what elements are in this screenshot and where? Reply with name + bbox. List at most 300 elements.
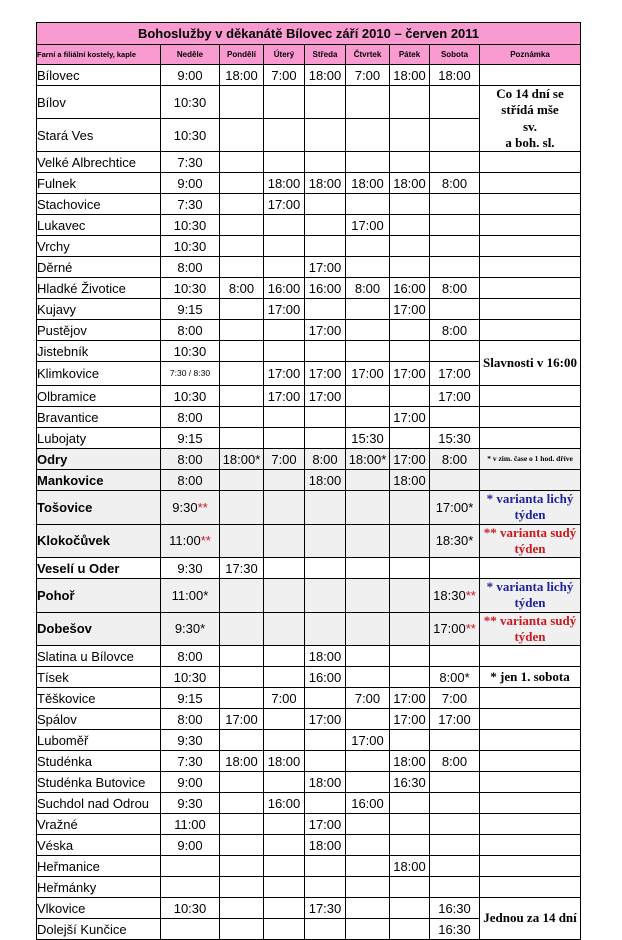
- time-cell: [430, 772, 480, 793]
- note-cell: [480, 646, 581, 667]
- time-cell: [264, 257, 305, 278]
- time-cell: [305, 558, 346, 579]
- time-cell: [220, 524, 264, 558]
- time-cell: [264, 856, 305, 877]
- time-cell: 17:00: [305, 709, 346, 730]
- time-cell: [346, 86, 390, 119]
- table-row: [37, 86, 581, 119]
- time-cell: 17:00*: [430, 491, 480, 525]
- time-cell: 7:30: [161, 152, 220, 173]
- time-cell: [220, 299, 264, 320]
- church-name: Pustějov: [37, 320, 161, 341]
- note-cell: [480, 751, 581, 772]
- time-cell: 17:00: [264, 299, 305, 320]
- church-name: Slatina u Bílovce: [37, 646, 161, 667]
- time-cell: [264, 470, 305, 491]
- time-cell: 9:00: [161, 772, 220, 793]
- church-name: Suchdol nad Odrou: [37, 793, 161, 814]
- time-cell: 17:00: [430, 362, 480, 386]
- table-row: [37, 215, 581, 236]
- time-cell: [264, 341, 305, 362]
- church-name: Kujavy: [37, 299, 161, 320]
- time-cell: 18:00: [305, 646, 346, 667]
- note-cell: [480, 730, 581, 751]
- time-cell: [346, 877, 390, 898]
- table-row: [37, 835, 581, 856]
- table-row: [37, 257, 581, 278]
- time-cell: [430, 835, 480, 856]
- time-cell: 9:30: [161, 793, 220, 814]
- time-cell: [390, 119, 430, 152]
- time-cell: [346, 856, 390, 877]
- time-cell: [430, 579, 480, 613]
- time-cell: [264, 919, 305, 940]
- time-cell: [305, 86, 346, 119]
- time-cell: [430, 730, 480, 751]
- time-cell: 17:00: [305, 257, 346, 278]
- time-cell: 9:30*: [161, 612, 220, 646]
- time-cell: [264, 407, 305, 428]
- time-cell: [305, 341, 346, 362]
- header-row: [37, 45, 581, 65]
- time-cell: [346, 772, 390, 793]
- time-cell: 10:30: [161, 278, 220, 299]
- note-cell: * jen 1. sobota: [480, 667, 581, 688]
- time-cell: [220, 612, 264, 646]
- time-cell: 9:15: [161, 688, 220, 709]
- time-cell: [305, 491, 346, 525]
- time-cell: [390, 215, 430, 236]
- time-cell: [305, 877, 346, 898]
- church-name: Stará Ves: [37, 119, 161, 152]
- note-cell: [480, 793, 581, 814]
- note-cell: ** varianta sudý týden: [480, 524, 581, 558]
- time-cell: 10:30: [161, 667, 220, 688]
- red-star-mark: **: [200, 533, 211, 549]
- time-cell: [220, 856, 264, 877]
- time-cell: 17:00: [390, 688, 430, 709]
- time-cell: [305, 215, 346, 236]
- church-name: Bílovec: [37, 65, 161, 86]
- time-cell: [220, 341, 264, 362]
- time-cell: [346, 646, 390, 667]
- time-cell: [220, 236, 264, 257]
- time-cell: [346, 119, 390, 152]
- church-name: Stachovice: [37, 194, 161, 215]
- time-cell: [220, 772, 264, 793]
- note-cell: Slavnosti v 16:00: [480, 341, 581, 386]
- time-cell: 10:30: [161, 898, 220, 919]
- time-cell: 8:00*: [430, 667, 480, 688]
- time-cell: 8:00: [430, 173, 480, 194]
- time-cell: [305, 524, 346, 558]
- time-cell: 7:00: [264, 688, 305, 709]
- header-day: Pátek: [390, 45, 430, 65]
- table-row: [37, 524, 581, 558]
- time-cell: 17:00: [430, 709, 480, 730]
- note-cell: [480, 877, 581, 898]
- header-note: Poznámka: [480, 45, 581, 65]
- time-cell: [161, 856, 220, 877]
- time-cell: 7:30 / 8:30: [161, 362, 220, 386]
- time-cell: [390, 320, 430, 341]
- table-row: [37, 470, 581, 491]
- time-value: 11:00: [169, 533, 201, 549]
- time-cell: 9:15: [161, 428, 220, 449]
- time-cell: 18:00: [305, 772, 346, 793]
- church-name: Hladké Životice: [37, 278, 161, 299]
- church-name: Klimkovice: [37, 362, 161, 386]
- time-cell: [430, 194, 480, 215]
- time-cell: [346, 524, 390, 558]
- time-cell: [220, 386, 264, 407]
- time-cell: 8:00: [430, 449, 480, 470]
- time-cell: 17:00: [430, 386, 480, 407]
- time-cell: [161, 524, 220, 558]
- note-cell: Jednou za 14 dní: [480, 898, 581, 940]
- header-day: Pondělí: [220, 45, 264, 65]
- time-cell: 8:00: [161, 320, 220, 341]
- time-cell: [220, 362, 264, 386]
- time-cell: [430, 407, 480, 428]
- time-cell: [346, 386, 390, 407]
- time-cell: 17:00: [264, 386, 305, 407]
- time-cell: 18:00: [390, 751, 430, 772]
- time-cell: 18:00: [390, 173, 430, 194]
- header-day: Čtvrtek: [346, 45, 390, 65]
- time-cell: [264, 579, 305, 613]
- header-day: Neděle: [161, 45, 220, 65]
- time-cell: 18:00*: [346, 449, 390, 470]
- title-row: [37, 23, 581, 45]
- time-cell: [264, 814, 305, 835]
- time-cell: 8:00: [161, 709, 220, 730]
- time-cell: 16:00: [346, 793, 390, 814]
- note-cell: * varianta lichý týden: [480, 491, 581, 525]
- time-cell: 18:00: [305, 470, 346, 491]
- header-day: Středa: [305, 45, 346, 65]
- time-value: 9:30: [172, 499, 198, 515]
- time-cell: 17:00: [220, 709, 264, 730]
- time-cell: [305, 407, 346, 428]
- time-cell: 18:00: [430, 65, 480, 86]
- church-name: Mankovice: [37, 470, 161, 491]
- church-name: Bravantice: [37, 407, 161, 428]
- time-cell: [220, 320, 264, 341]
- time-cell: 8:00: [430, 320, 480, 341]
- time-cell: 17:00: [305, 320, 346, 341]
- time-cell: [346, 709, 390, 730]
- church-name: Bílov: [37, 86, 161, 119]
- time-cell: [430, 558, 480, 579]
- time-cell: [264, 491, 305, 525]
- church-name: Studénka: [37, 751, 161, 772]
- time-cell: 11:00*: [161, 579, 220, 613]
- time-cell: 18:00: [346, 173, 390, 194]
- time-value: 18:30: [433, 587, 466, 603]
- time-cell: [305, 236, 346, 257]
- time-cell: [305, 428, 346, 449]
- table-row: [37, 898, 581, 919]
- time-cell: 18:00: [220, 65, 264, 86]
- time-cell: [264, 612, 305, 646]
- time-cell: [430, 793, 480, 814]
- time-cell: [390, 558, 430, 579]
- time-cell: [220, 215, 264, 236]
- time-cell: [305, 194, 346, 215]
- table-row: [37, 772, 581, 793]
- table-row: [37, 320, 581, 341]
- table-row: [37, 646, 581, 667]
- table-row: [37, 428, 581, 449]
- time-cell: [390, 579, 430, 613]
- time-cell: [390, 386, 430, 407]
- time-cell: [220, 194, 264, 215]
- note-cell: [480, 709, 581, 730]
- time-cell: 7:30: [161, 751, 220, 772]
- time-cell: 8:00: [305, 449, 346, 470]
- time-cell: 17:00: [305, 362, 346, 386]
- time-cell: [346, 194, 390, 215]
- table-row: [37, 814, 581, 835]
- time-cell: 9:30: [161, 730, 220, 751]
- note-cell: [480, 173, 581, 194]
- table-row: [37, 751, 581, 772]
- time-cell: [390, 236, 430, 257]
- note-cell: [480, 407, 581, 428]
- time-cell: [390, 667, 430, 688]
- time-cell: 7:00: [264, 449, 305, 470]
- time-cell: [220, 730, 264, 751]
- time-cell: 7:00: [264, 65, 305, 86]
- time-cell: [390, 86, 430, 119]
- time-cell: [430, 299, 480, 320]
- table-row: [37, 299, 581, 320]
- time-cell: [220, 667, 264, 688]
- time-cell: [346, 320, 390, 341]
- time-cell: [346, 579, 390, 613]
- note-cell: [480, 257, 581, 278]
- time-cell: 17:30: [305, 898, 346, 919]
- time-cell: 16:00: [390, 278, 430, 299]
- table-row: [37, 278, 581, 299]
- time-cell: 8:00: [346, 278, 390, 299]
- time-cell: [346, 814, 390, 835]
- note-line: sv.: [522, 118, 538, 134]
- time-cell: 17:00: [346, 362, 390, 386]
- time-cell: [430, 86, 480, 119]
- time-cell: 17:00: [346, 215, 390, 236]
- time-cell: [264, 667, 305, 688]
- time-cell: [430, 470, 480, 491]
- time-cell: 18:00: [390, 856, 430, 877]
- time-cell: 17:30: [220, 558, 264, 579]
- time-cell: [390, 814, 430, 835]
- table-row: [37, 730, 581, 751]
- time-cell: 17:00: [390, 449, 430, 470]
- time-cell: 8:00: [161, 257, 220, 278]
- time-cell: [220, 835, 264, 856]
- church-name: Fulnek: [37, 173, 161, 194]
- time-cell: [161, 919, 220, 940]
- time-cell: [264, 772, 305, 793]
- time-value: 17:00: [433, 621, 466, 637]
- time-cell: [346, 299, 390, 320]
- note-cell: [480, 299, 581, 320]
- table-title: Bohoslužby v děkanátě Bílovec září 2010 – červen 2011: [37, 23, 581, 45]
- time-cell: [305, 856, 346, 877]
- time-cell: 18:00: [390, 470, 430, 491]
- table-row: [37, 793, 581, 814]
- time-cell: [220, 579, 264, 613]
- time-cell: 18:00: [264, 173, 305, 194]
- time-cell: [430, 215, 480, 236]
- time-cell: 18:00: [390, 65, 430, 86]
- time-cell: 10:30: [161, 236, 220, 257]
- note-line: a boh. sl.: [505, 134, 555, 150]
- time-cell: 18:00: [305, 173, 346, 194]
- time-cell: [264, 152, 305, 173]
- time-cell: [390, 646, 430, 667]
- time-cell: [220, 152, 264, 173]
- church-name: Tošovice: [37, 491, 161, 525]
- time-cell: 8:00: [161, 646, 220, 667]
- time-cell: [346, 407, 390, 428]
- time-cell: [264, 709, 305, 730]
- table-row: [37, 449, 581, 470]
- red-star-mark: **: [465, 587, 476, 603]
- time-cell: [390, 194, 430, 215]
- time-cell: 10:30: [161, 341, 220, 362]
- church-name: Luboměř: [37, 730, 161, 751]
- time-cell: [305, 612, 346, 646]
- time-cell: [390, 835, 430, 856]
- time-cell: [220, 877, 264, 898]
- time-cell: 10:30: [161, 119, 220, 152]
- table-row: [37, 579, 581, 613]
- church-name: Lukavec: [37, 215, 161, 236]
- table-row: [37, 877, 581, 898]
- time-cell: 9:00: [161, 173, 220, 194]
- table-row: [37, 341, 581, 362]
- time-cell: [390, 341, 430, 362]
- time-cell: 18:00*: [220, 449, 264, 470]
- time-cell: 17:00: [305, 386, 346, 407]
- time-cell: 8:00: [430, 751, 480, 772]
- time-cell: [346, 612, 390, 646]
- note-cell: [480, 814, 581, 835]
- note-cell: [480, 856, 581, 877]
- church-name: Olbramice: [37, 386, 161, 407]
- church-name: Tísek: [37, 667, 161, 688]
- time-cell: 10:30: [161, 215, 220, 236]
- table-row: [37, 65, 581, 86]
- church-name: Vlkovice: [37, 898, 161, 919]
- time-cell: 15:30: [346, 428, 390, 449]
- table-row: [37, 386, 581, 407]
- time-cell: 11:00: [161, 814, 220, 835]
- time-cell: [264, 898, 305, 919]
- time-cell: 17:00: [390, 407, 430, 428]
- church-name: Veselí u Oder: [37, 558, 161, 579]
- note-cell: [480, 320, 581, 341]
- time-cell: 18:00: [220, 751, 264, 772]
- table-row: [37, 558, 581, 579]
- note-cell: [480, 194, 581, 215]
- note-cell: [480, 65, 581, 86]
- time-cell: 16:30: [390, 772, 430, 793]
- time-cell: [430, 612, 480, 646]
- note-cell: * v zim. čase o 1 hod. dříve: [480, 449, 581, 470]
- church-name: Heřmanice: [37, 856, 161, 877]
- time-cell: [346, 667, 390, 688]
- church-name: Velké Albrechtice: [37, 152, 161, 173]
- time-cell: 8:00: [220, 278, 264, 299]
- time-cell: [430, 257, 480, 278]
- time-cell: 17:00: [390, 362, 430, 386]
- time-cell: 17:00: [346, 730, 390, 751]
- time-cell: [346, 751, 390, 772]
- table-row: [37, 856, 581, 877]
- time-cell: [430, 119, 480, 152]
- time-cell: 10:30: [161, 386, 220, 407]
- time-cell: [346, 558, 390, 579]
- time-cell: 18:00: [305, 65, 346, 86]
- time-cell: [220, 793, 264, 814]
- time-cell: 17:00: [390, 709, 430, 730]
- time-cell: [390, 898, 430, 919]
- note-cell: [480, 558, 581, 579]
- time-cell: [430, 236, 480, 257]
- time-cell: 18:00: [305, 835, 346, 856]
- note-cell: [480, 470, 581, 491]
- time-cell: [430, 152, 480, 173]
- note-cell: [480, 835, 581, 856]
- time-cell: [346, 491, 390, 525]
- time-cell: [220, 688, 264, 709]
- time-cell: 16:30: [430, 919, 480, 940]
- time-cell: [220, 173, 264, 194]
- note-cell: [480, 86, 581, 152]
- time-cell: 15:30: [430, 428, 480, 449]
- table-row: [37, 173, 581, 194]
- time-cell: [264, 558, 305, 579]
- header-name: Farní a filiální kostely, kaple: [37, 45, 161, 65]
- table-row: [37, 194, 581, 215]
- time-cell: 18:30*: [430, 524, 480, 558]
- note-cell: [480, 386, 581, 407]
- note-cell: [480, 215, 581, 236]
- time-cell: [305, 152, 346, 173]
- note-cell: [480, 772, 581, 793]
- time-cell: [220, 919, 264, 940]
- time-cell: [264, 877, 305, 898]
- time-cell: 17:00: [264, 362, 305, 386]
- time-cell: [390, 524, 430, 558]
- time-cell: 10:30: [161, 86, 220, 119]
- church-name: Klokočůvek: [37, 524, 161, 558]
- time-cell: [264, 428, 305, 449]
- church-name: Dolejší Kunčice: [37, 919, 161, 940]
- time-cell: 18:00: [264, 751, 305, 772]
- time-cell: [220, 86, 264, 119]
- time-cell: 16:30: [430, 898, 480, 919]
- time-cell: [264, 320, 305, 341]
- time-cell: [220, 470, 264, 491]
- time-cell: 8:00: [161, 449, 220, 470]
- note-cell: [480, 236, 581, 257]
- time-cell: [390, 919, 430, 940]
